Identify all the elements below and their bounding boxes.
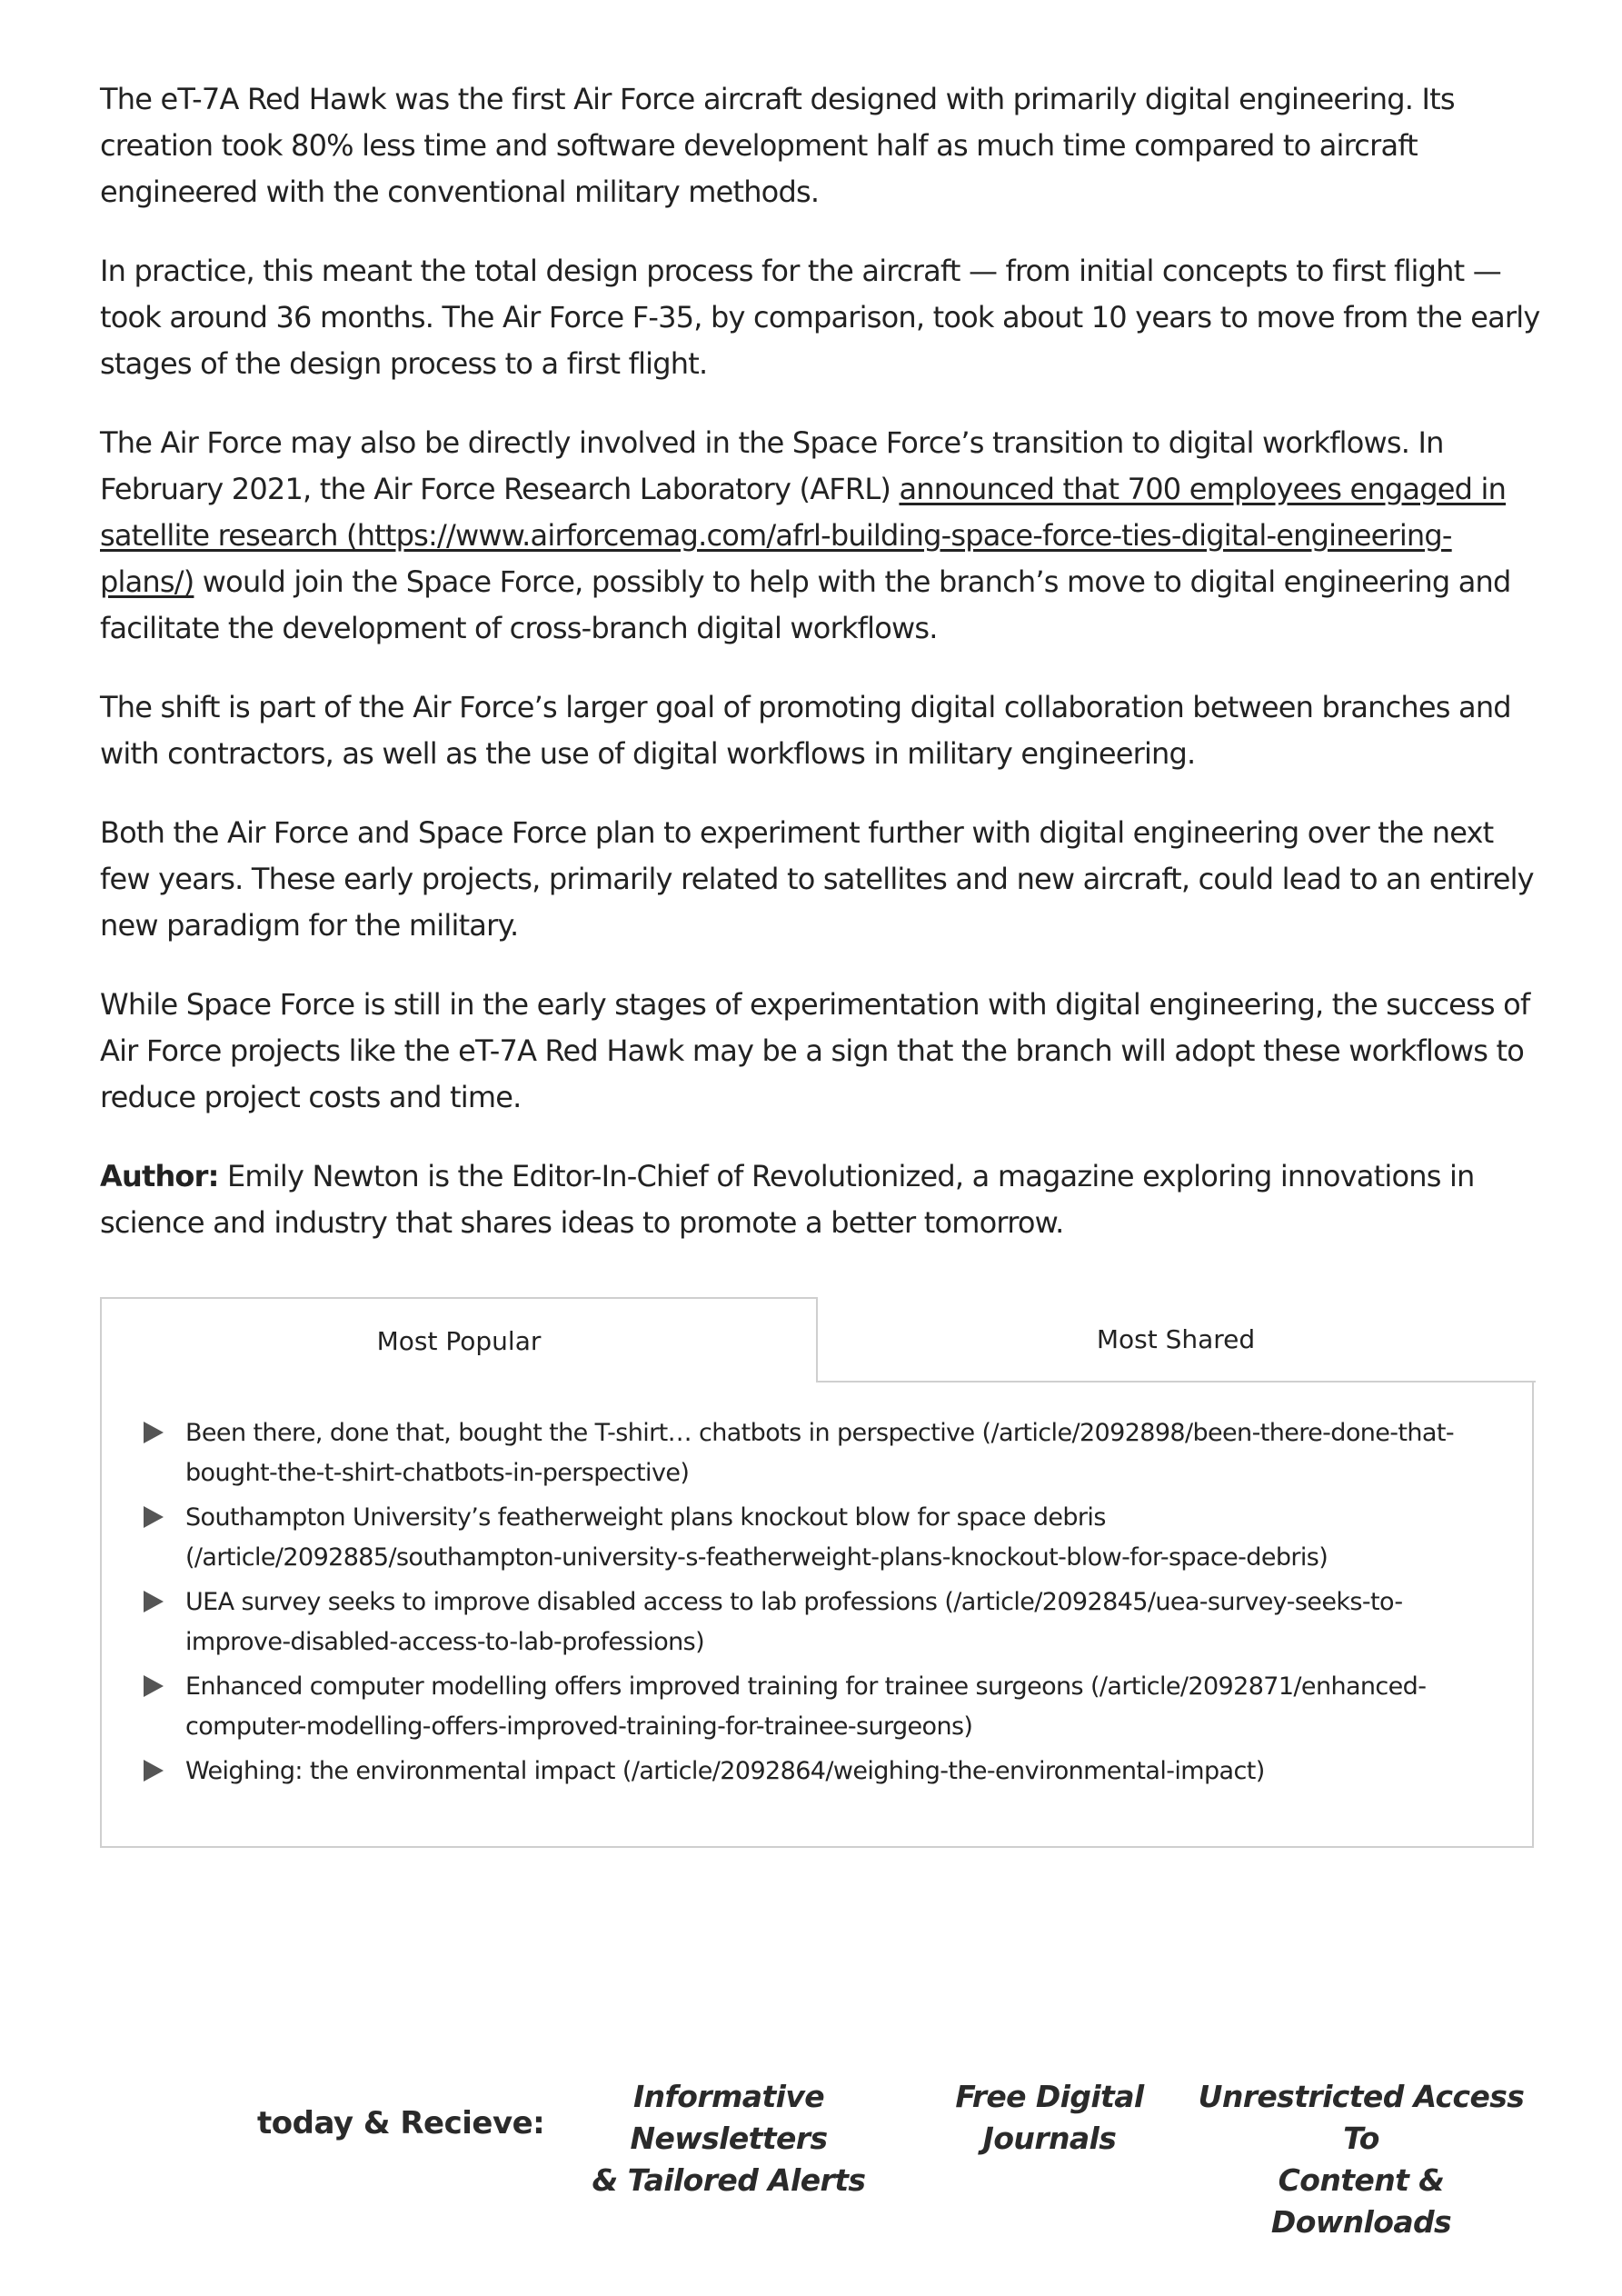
- most-popular-panel: [100, 1381, 1534, 1848]
- list-item-link[interactable]: Weighing: the environmental impact (/article/2092864/weighing-the-environmental-impact): [185, 1757, 1265, 1785]
- list-item[interactable]: [144, 1752, 1478, 1792]
- triangle-bullet-icon: [144, 1506, 164, 1528]
- popular-shared-widget: [100, 1297, 1534, 1848]
- list-item-link[interactable]: Enhanced computer modelling offers improved training for trainee surgeons (/article/2092871/enhanced-computer-modelling-offers-improved-training-for-trainee-surgeons): [185, 1672, 1427, 1741]
- list-item[interactable]: [144, 1582, 1478, 1662]
- article-text: The Air Force may also be directly involved in the Space Force’s transition to digital workflows. In February 2021, the Air Force Research Laboratory (AFRL): [100, 425, 1444, 506]
- article-paragraph: While Space Force is still in the early stages of experimentation with digital engineering, the success of Air Force projects like the eT-7A Red Hawk may be a sign that the branch will adopt these workflows to reduce project costs and time.: [100, 987, 1530, 1114]
- promo-benefit-line: Unrestricted Access To: [1198, 2079, 1525, 2156]
- article-paragraph: In practice, this meant the total design process for the aircraft — from initial concepts to first flight — took around 36 months. The Air Force F-35, by comparison, took about 10 years to move from the early stages of the design process to a first flight.: [100, 254, 1540, 381]
- article-paragraph: The shift is part of the Air Force’s larger goal of promoting digital collaboration between branches and with contractors, as well as the use of digital workflows in military engineering.: [100, 690, 1511, 771]
- tab-bar: [100, 1297, 1534, 1383]
- promo-benefit-line: Content & Downloads: [1270, 2162, 1452, 2240]
- triangle-bullet-icon: [144, 1760, 164, 1782]
- tab-most-popular[interactable]: Most Popular: [100, 1297, 818, 1383]
- promo-benefit-newsletters: [556, 2076, 901, 2201]
- triangle-bullet-icon: [144, 1675, 164, 1697]
- tab-most-shared[interactable]: Most Shared: [1096, 1323, 1256, 1354]
- author-bio: [100, 1153, 1545, 1246]
- article-paragraph: [100, 420, 1545, 652]
- triangle-bullet-icon: [144, 1591, 164, 1612]
- promo-benefit-line: Journals: [982, 2121, 1117, 2156]
- author-label: Author:: [100, 1159, 219, 1193]
- list-item-link[interactable]: Been there, done that, bought the T-shirt… chatbots in perspective (/article/2092898/been-there-done-that-bought-the-t-shirt-chatbots-in-perspective): [185, 1419, 1454, 1487]
- promo-benefit-line: Informative Newsletters: [630, 2079, 828, 2156]
- article-paragraph: The eT-7A Red Hawk was the first Air Force aircraft designed with primarily digital engineering. Its creation took 80% less time and software development half as much time compared to aircraft engineered with the conventional military methods.: [100, 82, 1455, 209]
- list-item-link[interactable]: UEA survey seeks to improve disabled access to lab professions (/article/2092845/uea-survey-seeks-to-improve-disabled-access-to-lab-professions): [185, 1588, 1403, 1656]
- triangle-bullet-icon: [144, 1422, 164, 1443]
- author-text: Emily Newton is the Editor-In-Chief of Revolutionized, a magazine exploring innovations in science and industry that shares ideas to promote a better tomorrow.: [100, 1159, 1475, 1240]
- most-popular-list: [144, 1413, 1478, 1792]
- promo-lead-text: today & Recieve:: [257, 2105, 545, 2141]
- article-text: would join the Space Force, possibly to help with the branch’s move to digital engineering and facilitate the development of cross-branch digital workflows.: [100, 564, 1511, 645]
- promo-benefit-line: Free Digital: [955, 2079, 1144, 2114]
- promo-benefit-journals: [954, 2076, 1145, 2160]
- list-item[interactable]: [144, 1413, 1478, 1493]
- subscribe-promo-banner: [0, 2063, 1622, 2240]
- list-item-link[interactable]: Southampton University’s featherweight plans knockout blow for space debris (/article/2092885/southampton-university-s-featherweight-plans-knockout-blow-for-space-debris): [185, 1503, 1328, 1572]
- list-item[interactable]: [144, 1498, 1478, 1578]
- promo-benefit-line: & Tailored Alerts: [592, 2162, 866, 2198]
- afrl-announcement-link[interactable]: announced that 700 employees engaged in satellite research (https://www.airforcemag.com/afrl-building-space-force-ties-digital-engineering-plans/): [100, 472, 1507, 599]
- list-item[interactable]: [144, 1667, 1478, 1747]
- article-body: [100, 76, 1545, 1279]
- promo-benefit-access: [1192, 2076, 1530, 2243]
- article-paragraph: Both the Air Force and Space Force plan to experiment further with digital engineering over the next few years. These early projects, primarily related to satellites and new aircraft, could lead to an entirely new paradigm for the military.: [100, 815, 1534, 943]
